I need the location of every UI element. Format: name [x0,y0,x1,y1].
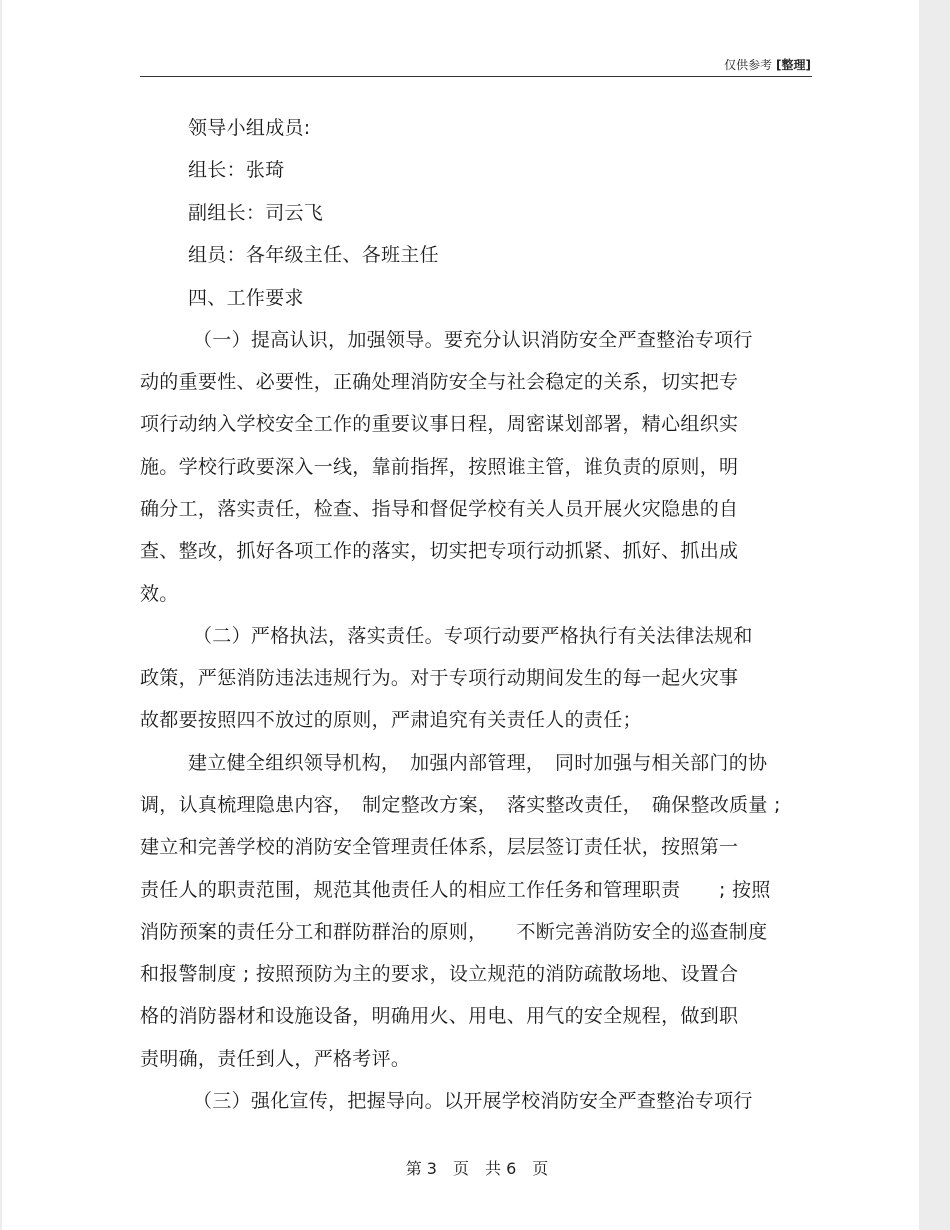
body-line: 组员：各年级主任、各班主任 [188,244,439,266]
header-note-text: 仅供参考 [724,58,773,72]
body-line: 领导小组成员: [188,117,311,139]
header-note-tag: [整理] [776,58,811,72]
body-line: 调，认真梳理隐患内容， 制定整改方案， 落实整改责任， 确保整改质量 ; [140,794,781,816]
body-line: 项行动纳入学校安全工作的重要议事日程，周密谋划部署，精心组织实 [140,413,739,435]
body-line: 政策，严惩消防违法违规行为。对于专项行动期间发生的每一起火灾事 [140,667,739,689]
document-page [2,0,919,1230]
body-line: 效。 [140,583,179,605]
body-line: 组长：张琦 [188,159,285,181]
body-line: 责任人的职责范围，规范其他责任人的相应工作任务和管理职责 ; 按照 [140,879,771,901]
body-line: 确分工，落实责任，检查、指导和督促学校有关人员开展火灾隐患的自 [140,498,739,520]
body-line: 施。学校行政要深入一线，靠前指挥，按照谁主管，谁负责的原则，明 [140,456,739,478]
header-divider [140,76,812,77]
paragraph-start: （一）提高认识，加强领导。要充分认识消防安全严查整治专项行 [193,329,753,351]
paragraph-start: （二）严格执法，落实责任。专项行动要严格执行有关法律法规和 [193,625,753,647]
body-line: 动的重要性、必要性，正确处理消防安全与社会稳定的关系，切实把专 [140,371,739,393]
header-note [724,56,811,73]
body-line: 责明确，责任到人，严格考评。 [140,1048,411,1070]
body-line: 格的消防器材和设施设备，明确用火、用电、用气的安全规程，做到职 [140,1005,739,1027]
body-line: 和报警制度 ; 按照预防为主的要求，设立规范的消防疏散场地、设置合 [140,963,739,985]
body-line: 副组长：司云飞 [188,202,324,224]
body-line: 故都要按照四不放过的原则，严肃追究有关责任人的责任； [140,709,642,731]
section-heading: 四、工作要求 [188,287,304,309]
body-line: 建立和完善学校的消防安全管理责任体系，层层签订责任状，按照第一 [140,836,739,858]
paragraph-start: （三）强化宣传，把握导向。以开展学校消防安全严查整治专项行 [193,1090,753,1112]
paragraph-start: 建立健全组织领导机构， 加强内部管理， 同时加强与相关部门的协 [188,752,768,774]
body-line: 查、整改，抓好各项工作的落实，切实把专项行动抓紧、抓好、抓出成 [140,540,739,562]
body-line: 消防预案的责任分工和群防群治的原则， 不断完善消防安全的巡查制度 [140,921,768,943]
page-number: 第 3 页 共 6 页 [405,1159,549,1178]
